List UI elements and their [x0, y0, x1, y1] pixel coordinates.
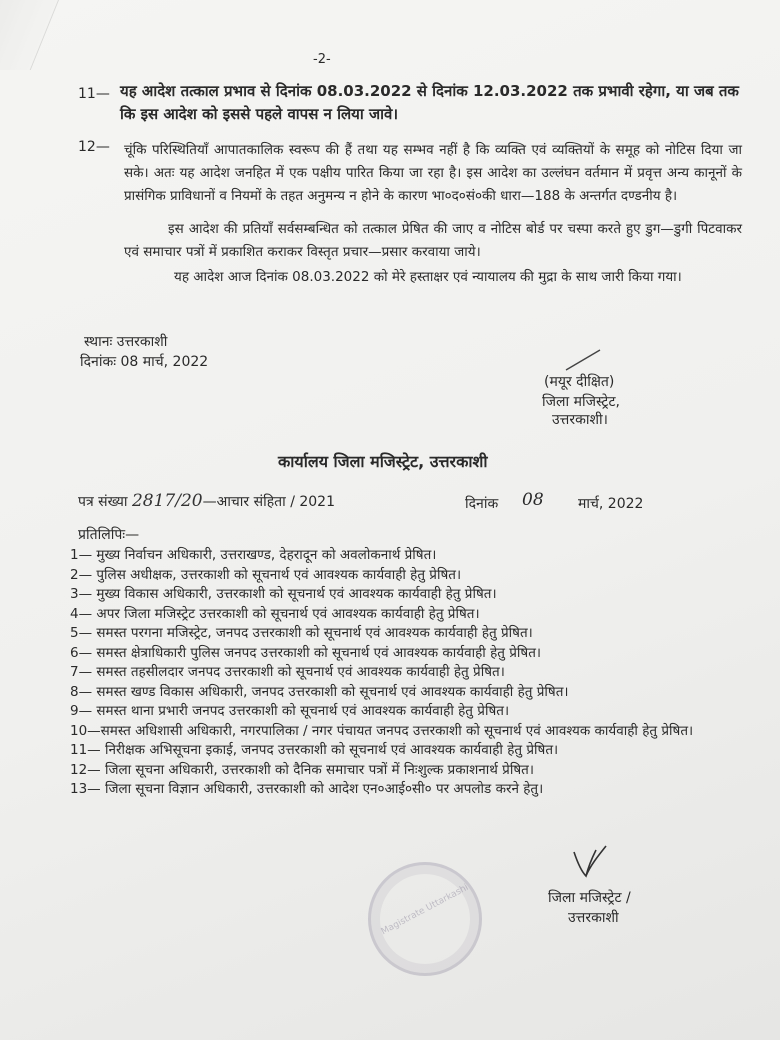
page-fold-shadow: [0, 0, 59, 70]
list-item: 1— मुख्य निर्वाचन अधिकारी, उत्तराखण्ड, देहरादून को अवलोकनार्थ प्रेषित।: [70, 547, 437, 563]
letter-date-day: 08: [522, 490, 544, 510]
signatory-place: उत्तरकाशी।: [552, 412, 608, 428]
copy-label: प्रतिलिपिः—: [78, 527, 140, 543]
para-12-number: 12—: [78, 139, 110, 155]
para-11-text: यह आदेश तत्काल प्रभाव से दिनांक 08.03.2022 से दिनांक 12.03.2022 तक प्रभावी रहेगा, या जब तक कि इस आदेश को इससे पहले वापस न लिया जावे।: [120, 82, 739, 123]
letter-number-suffix: —आचार संहिता / 2021: [202, 494, 335, 510]
copy-list: [70, 546, 738, 800]
place-line: स्थानः उत्तरकाशी: [84, 334, 168, 350]
office-heading: कार्यालय जिला मजिस्ट्रेट, उत्तरकाशी: [278, 452, 488, 471]
court-seal-stamp: [368, 862, 482, 976]
list-item: 8— समस्त खण्ड विकास अधिकारी, जनपद उत्तरकाशी को सूचनार्थ एवं आवश्यक कार्यवाही हेतु प्रेषित।: [70, 683, 569, 700]
letter-number-line: [78, 491, 335, 511]
handwritten-signature: [570, 842, 610, 882]
para-13-text: इस आदेश की प्रतियाँ सर्वसम्बन्धित को तत्काल प्रेषित की जाए व नोटिस बोर्ड पर चस्पा करते हुए डुग—डुगी पिटवाकर एवं समाचार पत्रों में प्रकाशित कराकर विस्तृत प्रचार—प्रसार करवाया जाये।: [124, 221, 742, 260]
list-item: 4— अपर जिला मजिस्ट्रेट उत्तरकाशी को सूचनार्थ एवं आवश्यक कार्यवाही हेतु प्रेषित।: [70, 605, 480, 622]
list-item: 10—समस्त अधिशासी अधिकारी, नगरपालिका / नगर पंचायत जनपद उत्तरकाशी को सूचनार्थ एवं आवश्यक कार्यवाही हेतु प्रेषित।: [70, 722, 694, 739]
signatory2-place: उत्तरकाशी: [568, 910, 619, 926]
date-line: दिनांकः 08 मार्च, 2022: [80, 354, 209, 370]
list-item: 7— समस्त तहसीलदार जनपद उत्तरकाशी को सूचनार्थ एवं आवश्यक कार्यवाही हेतु प्रेषित।: [70, 664, 505, 680]
letter-number-label: पत्र संख्या: [78, 494, 128, 510]
list-item: 2— पुलिस अधीक्षक, उत्तरकाशी को सूचनार्थ एवं आवश्यक कार्यवाही हेतु प्रेषित।: [70, 566, 462, 583]
signature-mark: [564, 348, 604, 372]
list-item: 11— निरीक्षक अभिसूचना इकाई, जनपद उत्तरकाशी को सूचनार्थ एवं आवश्यक कार्यवाही हेतु प्रेषित।: [70, 742, 559, 758]
letter-date-month-year: मार्च, 2022: [578, 496, 644, 512]
seal-text: Magistrate Uttarkashi: [379, 882, 471, 938]
list-item: 12— जिला सूचना अधिकारी, उत्तरकाशी को दैनिक समाचार पत्रों में निःशुल्क प्रकाशनार्थ प्रेषित।: [70, 761, 534, 778]
letter-number-handwritten: 2817/20: [131, 491, 203, 511]
signatory-name: (मयूर दीक्षित): [544, 374, 615, 390]
signatory2-designation: जिला मजिस्ट्रेट /: [548, 890, 631, 906]
para-12-text: चूंकि परिस्थितियाँ आपातकालिक स्वरूप की हैं तथा यह सम्भव नहीं है कि व्यक्ति एवं व्यक्तियों के समूह को नोटिस दिया जा सके। अतः यह आदेश जनहित में एक पक्षीय पारित किया जा रहा है। इस आदेश का उल्लंघन वर्तमान में प्रवृत्त अन्य कानूनों के प्रासंगिक प्राविधानों व नियमों के तहत अनुमन्य न होने के कारण भा०द०सं०की धारा—188 के अन्तर्गत दण्डनीय है।: [124, 142, 742, 204]
list-item: 5— समस्त परगना मजिस्ट्रेट, जनपद उत्तरकाशी को सूचनार्थ एवं आवश्यक कार्यवाही हेतु प्रेषित।: [70, 625, 533, 641]
list-item: 3— मुख्य विकास अधिकारी, उत्तरकाशी को सूचनार्थ एवं आवश्यक कार्यवाही हेतु प्रेषित।: [70, 586, 497, 602]
signatory-designation: जिला मजिस्ट्रेट,: [542, 394, 620, 410]
page-number: -2-: [313, 52, 331, 67]
list-item: 6— समस्त क्षेत्राधिकारी पुलिस जनपद उत्तरकाशी को सूचनार्थ एवं आवश्यक कार्यवाही हेतु प्रेषित।: [70, 644, 542, 661]
letter-date-label: दिनांक: [465, 496, 499, 512]
list-item: 9— समस्त थाना प्रभारी जनपद उत्तरकाशी को सूचनार्थ एवं आवश्यक कार्यवाही हेतु प्रेषित।: [70, 703, 510, 719]
list-item: 13— जिला सूचना विज्ञान अधिकारी, उत्तरकाशी को आदेश एन०आई०सी० पर अपलोड करने हेतु।: [70, 781, 544, 797]
para-11-number: 11—: [78, 86, 110, 102]
para-14-text: यह आदेश आज दिनांक 08.03.2022 को मेरे हस्ताक्षर एवं न्यायालय की मुद्रा के साथ जारी किया गया।: [174, 269, 682, 285]
